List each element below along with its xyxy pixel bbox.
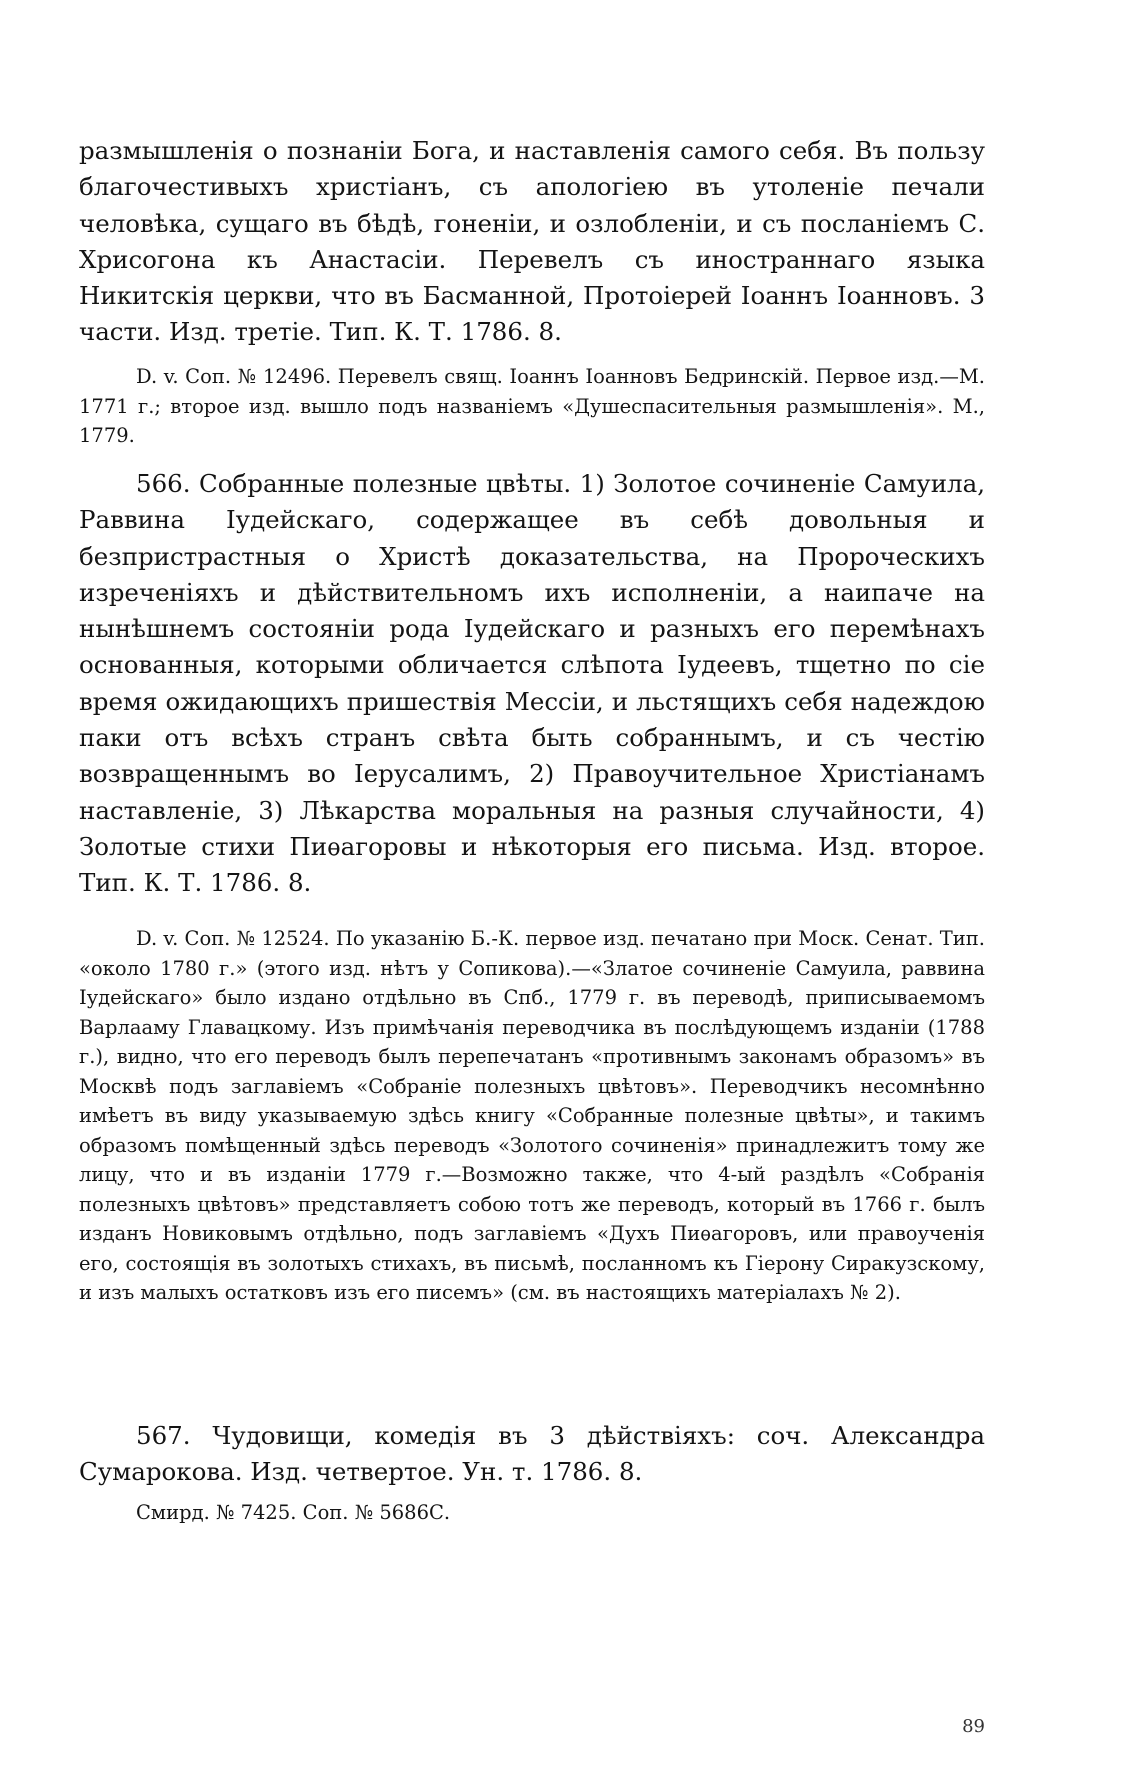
- entry-566-note: D. v. Соп. № 12524. По указанію Б.-К. первое изд. печатано при Моск. Сенат. Тип. «около 1780 г.» (этого изд. нѣтъ у Сопикова).—«Златое сочиненіе Самуила, раввина Іудейскаго» было издано отдѣльно въ Спб., 1779 г. въ переводѣ, приписываемомъ Варлааму Главацкому. Изъ примѣчанія переводчика въ послѣдующемъ изданіи (1788 г.), видно, что его переводъ былъ перепечатанъ «противнымъ законамъ образомъ» въ Москвѣ подъ заглавіемъ «Собраніе полезныхъ цвѣтовъ». Переводчикъ несомнѣнно имѣетъ въ виду указываемую здѣсь книгу «Собранные полезные цвѣты», и такимъ образомъ помѣщенный здѣсь переводъ «Золотого сочиненія» принадлежитъ тому же лицу, что и въ изданіи 1779 г.—Возможно также, что 4-ый раздѣлъ «Собранія полезныхъ цвѣтовъ» представляетъ собою тотъ же переводъ, который въ 1766 г. былъ изданъ Новиковымъ отдѣльно, подъ заглавіемъ «Духъ Пиѳагоровъ, или правоученія его, состоящія въ золотыхъ стихахъ, въ письмѣ, посланномъ къ Гіерону Сиракузскому, и изъ малыхъ остатковъ изъ его писемъ» (см. въ настоящихъ матеріалахъ № 2).: [79, 927, 985, 1304]
- entry-567-note: Смирд. № 7425. Соп. № 5686С.: [136, 1501, 451, 1524]
- entry-565-note: D. v. Соп. № 12496. Перевелъ свящ. Іоаннъ Іоанновъ Бедринскій. Первое изд.—М. 1771 г.; второе изд. вышло подъ названіемъ «Душеспасительныя размышленія». М., 1779.: [79, 365, 985, 447]
- entry-566-title: 566. Собранные полезные цвѣты. 1) Золотое сочиненіе Самуила, Раввина Іудейскаго, содержащее въ себѣ довольныя и безпристрастныя о Христѣ доказательства, на Пророческихъ изреченіяхъ и дѣйствительномъ ихъ исполненіи, а наипаче на нынѣшнемъ состояніи рода Іудейскаго и разныхъ его перемѣнахъ основанныя, которыми обличается слѣпота Іудеевъ, тщетно по сіе время ожидающихъ пришествія Мессіи, и льстящихъ себя надеждою паки отъ всѣхъ странъ свѣта быть собраннымъ, и съ честію возвращеннымъ во Іерусалимъ, 2) Правоучительное Христіанамъ наставленіе, 3) Лѣкарства моральныя на разныя случайности, 4) Золотые стихи Пиѳагоровы и нѣкоторыя его письма. Изд. второе. Тип. К. Т. 1786. 8.: [79, 469, 985, 898]
- entry-565-continuation: размышленія о познаніи Бога, и наставленія самого себя. Въ пользу благочестивыхъ христіанъ, съ апологіею въ утоленіе печали человѣка, сущаго въ бѣдѣ, гоненіи, и озлобленіи, и съ посланіемъ С. Хрисогона къ Анастасіи. Перевелъ съ иностраннаго языка Никитскія церкви, что въ Басманной, Протоіерей Іоаннъ Іоанновъ. 3 части. Изд. третіе. Тип. К. Т. 1786. 8.: [79, 136, 985, 347]
- page-number: 89: [962, 1716, 985, 1737]
- entry-567-title: 567. Чудовищи, комедія въ 3 дѣйствіяхъ: соч. Александра Сумарокова. Изд. четвертое. Ун. т. 1786. 8.: [79, 1421, 985, 1487]
